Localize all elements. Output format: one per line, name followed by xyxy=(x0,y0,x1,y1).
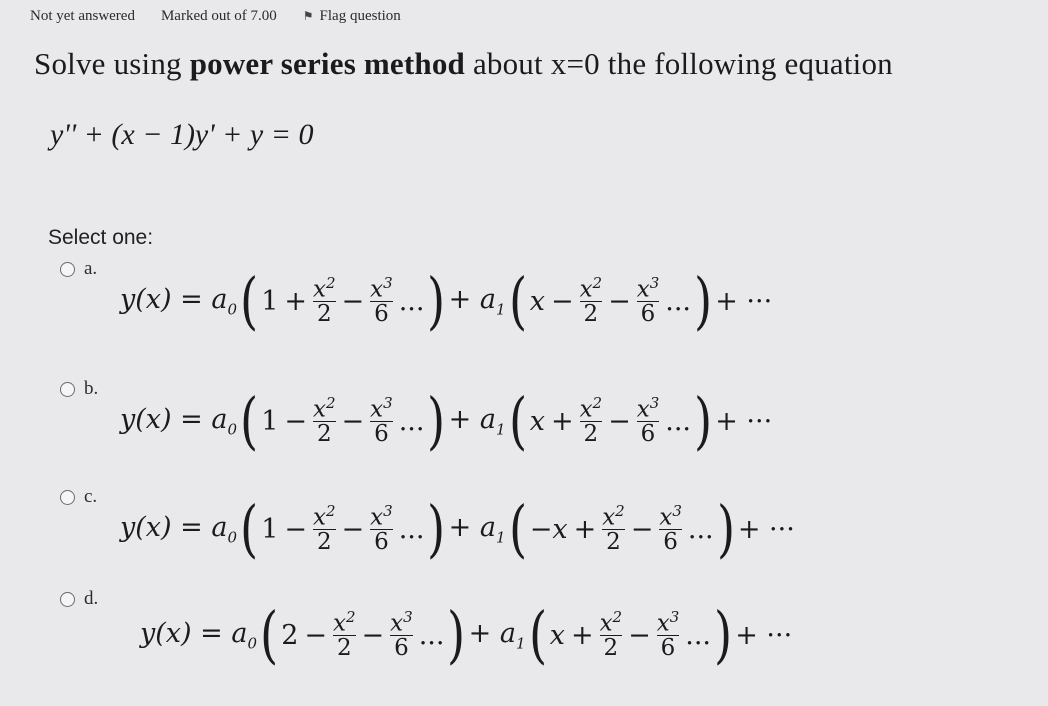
fraction-numerator: $x^3$ xyxy=(370,273,393,303)
series-ellipsis: ... xyxy=(398,513,425,545)
fraction-denominator: 6 xyxy=(370,529,393,554)
fraction-numerator: $x^2$ xyxy=(313,273,336,303)
left-paren: ( xyxy=(240,264,259,337)
series-op: − xyxy=(304,619,327,651)
fraction xyxy=(578,273,605,328)
series-ellipsis: ... xyxy=(398,405,425,437)
fraction-denominator: 2 xyxy=(600,635,623,660)
fraction xyxy=(311,393,338,448)
fraction-numerator: $x^3$ xyxy=(659,501,682,531)
right-paren: ) xyxy=(427,384,446,457)
answer-option-a[interactable] xyxy=(60,258,960,362)
series-ellipsis: ... xyxy=(665,405,691,437)
fraction xyxy=(598,607,625,662)
series-ellipsis: ... xyxy=(418,619,445,651)
question-text: Solve using power series method about x=0 the following equation xyxy=(34,46,893,81)
fraction-numerator: $x^2$ xyxy=(599,607,623,637)
formula-end: + ··· xyxy=(715,405,773,437)
fraction-denominator: 2 xyxy=(602,529,625,554)
formula-lhs: $y(x) = a_0$ xyxy=(140,617,257,653)
radio-button[interactable] xyxy=(60,262,75,277)
formula-end: + ··· xyxy=(737,513,795,545)
fraction-denominator: 6 xyxy=(637,301,660,326)
a1-coefficient: + $a_1$ xyxy=(468,617,526,653)
flag-question-label: Flag question xyxy=(319,8,401,24)
right-paren: ) xyxy=(694,264,713,337)
option-letter: a. xyxy=(84,258,98,279)
left-paren: ( xyxy=(528,598,547,671)
flag-question-link[interactable] xyxy=(303,8,401,25)
fraction xyxy=(311,501,338,556)
fraction-numerator: $x^2$ xyxy=(313,393,336,423)
fraction xyxy=(635,273,662,328)
radio-button[interactable] xyxy=(60,382,75,397)
fraction xyxy=(331,607,358,662)
fraction xyxy=(655,607,682,662)
option-formula xyxy=(120,384,773,457)
option-letter: b. xyxy=(84,378,99,399)
radio-button[interactable] xyxy=(60,592,75,607)
option-letter: d. xyxy=(84,588,99,609)
fraction xyxy=(600,501,627,556)
question-info-bar xyxy=(30,8,401,25)
fraction xyxy=(311,273,338,328)
left-paren: ( xyxy=(508,492,527,565)
right-paren: ) xyxy=(694,384,713,457)
radio-button[interactable] xyxy=(60,490,75,505)
fraction-denominator: 6 xyxy=(659,529,682,554)
series-op: + xyxy=(284,285,307,317)
series-ellipsis: ... xyxy=(685,619,711,651)
fraction-numerator: $x^2$ xyxy=(313,501,336,531)
a1-coefficient: + $a_1$ xyxy=(448,403,506,439)
left-paren: ( xyxy=(240,384,259,457)
series-ellipsis: ... xyxy=(687,513,714,545)
fraction-numerator: $x^2$ xyxy=(579,273,603,303)
question-emphasis: power series method xyxy=(189,46,465,81)
series-lead: x xyxy=(549,619,565,651)
right-paren: ) xyxy=(447,598,466,671)
fraction-numerator: $x^3$ xyxy=(636,273,660,303)
differential-equation: y'' + (x − 1)y' + y = 0 xyxy=(50,118,314,151)
series-op: − xyxy=(630,513,654,545)
fraction xyxy=(368,501,395,556)
right-paren: ) xyxy=(427,492,446,565)
right-paren: ) xyxy=(714,598,733,671)
series-op: − xyxy=(341,513,365,545)
fraction-denominator: 6 xyxy=(370,301,393,326)
formula-lhs: $y(x) = a_0$ xyxy=(120,283,237,319)
series-op: − xyxy=(361,619,385,651)
formula-end: + ··· xyxy=(715,285,773,317)
flag-icon: ⚑ xyxy=(302,9,314,23)
series-op: + xyxy=(570,619,594,651)
fraction xyxy=(368,273,395,328)
right-paren: ) xyxy=(427,264,446,337)
left-paren: ( xyxy=(508,264,527,337)
fraction-numerator: $x^2$ xyxy=(333,607,356,637)
answer-option-c[interactable] xyxy=(60,486,960,590)
option-formula xyxy=(140,598,793,671)
series-lead: 1 xyxy=(261,513,279,545)
series-op: − xyxy=(284,405,307,437)
fraction xyxy=(657,501,684,556)
series-lead: 1 xyxy=(261,405,279,437)
fraction xyxy=(635,393,662,448)
series-lead: −x xyxy=(529,513,568,545)
fraction xyxy=(388,607,415,662)
series-lead: x xyxy=(529,405,545,437)
fraction-numerator: $x^3$ xyxy=(370,501,393,531)
formula-lhs: $y(x) = a_0$ xyxy=(120,511,237,547)
answer-status: Not yet answered xyxy=(30,8,135,24)
a1-coefficient: + $a_1$ xyxy=(448,511,506,547)
series-ellipsis: ... xyxy=(398,285,425,317)
series-op: − xyxy=(284,513,307,545)
fraction-denominator: 2 xyxy=(313,529,336,554)
fraction-numerator: $x^3$ xyxy=(656,607,680,637)
fraction-numerator: $x^2$ xyxy=(579,393,603,423)
fraction-denominator: 2 xyxy=(313,421,336,446)
fraction-denominator: 6 xyxy=(637,421,660,446)
fraction xyxy=(368,393,395,448)
answer-option-d[interactable] xyxy=(60,588,960,692)
fraction-denominator: 2 xyxy=(313,301,336,326)
fraction-numerator: $x^3$ xyxy=(636,393,660,423)
fraction-numerator: $x^3$ xyxy=(370,393,393,423)
fraction-denominator: 2 xyxy=(580,421,603,446)
option-formula xyxy=(120,264,773,337)
formula-lhs: $y(x) = a_0$ xyxy=(120,403,237,439)
series-ellipsis: ... xyxy=(665,285,691,317)
fraction-numerator: $x^3$ xyxy=(390,607,413,637)
fraction xyxy=(578,393,605,448)
formula-end: + ··· xyxy=(735,619,793,651)
left-paren: ( xyxy=(508,384,527,457)
series-op: − xyxy=(608,285,631,317)
series-op: + xyxy=(573,513,597,545)
series-op: − xyxy=(341,285,365,317)
series-op: − xyxy=(550,285,574,317)
fraction-denominator: 6 xyxy=(657,635,680,660)
series-lead: 2 xyxy=(281,619,299,651)
fraction-denominator: 6 xyxy=(390,635,413,660)
fraction-denominator: 6 xyxy=(370,421,393,446)
select-one-label: Select one: xyxy=(48,226,154,249)
option-formula xyxy=(120,492,795,565)
a1-coefficient: + $a_1$ xyxy=(448,283,506,319)
right-paren: ) xyxy=(716,492,735,565)
fraction-denominator: 2 xyxy=(580,301,603,326)
marks-label: Marked out of 7.00 xyxy=(160,8,277,24)
series-lead: x xyxy=(529,285,545,317)
series-op: − xyxy=(628,619,651,651)
series-op: + xyxy=(550,405,574,437)
answer-option-b[interactable] xyxy=(60,378,960,482)
left-paren: ( xyxy=(240,492,259,565)
series-lead: 1 xyxy=(261,285,279,317)
fraction-numerator: $x^2$ xyxy=(602,501,625,531)
option-letter: c. xyxy=(84,486,98,507)
left-paren: ( xyxy=(260,598,279,671)
series-op: − xyxy=(341,405,365,437)
series-op: − xyxy=(608,405,631,437)
fraction-denominator: 2 xyxy=(333,635,356,660)
